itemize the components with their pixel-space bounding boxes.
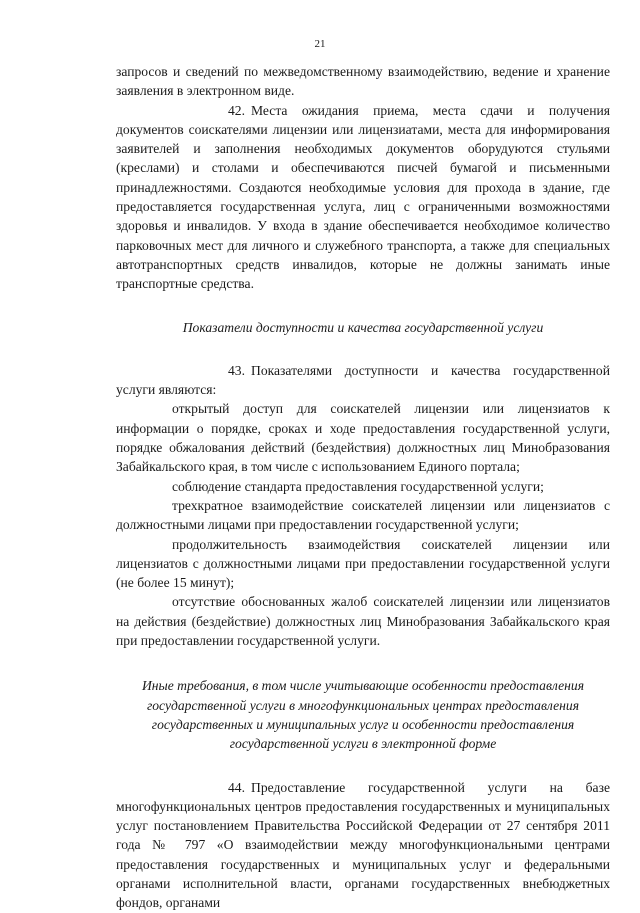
paragraph-text: Предоставление государственной услуги на базе многофункциональных центров предоставления государственных и муниципальных услуг постановлением Правительства Российской Федерации от 27 сентября 2011 года № 797 «О взаимодействии между многофункциональными центрами предоставления государственных и муниципальных услуг и федеральными органами исполнительной власти, органами государственных внебюджетных фондов, органами <box>116 779 610 911</box>
section-heading-other-requirements: Иные требования, в том числе учитывающие особенности предоставления государственной услуги в многофункциональных центрах предоставления государственных и муниципальных услуг и особенности предоставления государственной услуги в электронной форме <box>141 678 585 752</box>
paragraph-text: Показателями доступности и качества государственной услуги являются: <box>116 362 610 398</box>
paragraph-43 <box>116 361 610 400</box>
list-item: соблюдение стандарта предоставления государственной услуги; <box>172 478 544 494</box>
page-number: 21 <box>314 38 326 50</box>
paragraph-number: 44. <box>228 779 245 795</box>
document-body <box>116 62 610 913</box>
list-item: отсутствие обоснованных жалоб соискателей лицензии или лицензиатов на действия (бездействие) должностных лиц Минобразования Забайкальского края при предоставлении государственной услуги. <box>116 594 610 649</box>
paragraph-42 <box>116 101 610 294</box>
list-item: продолжительность взаимодействия соискателей лицензии или лицензиатов с должностными лицами при предоставлении государственной услуги (не более 15 минут); <box>116 536 610 591</box>
paragraph-continuation: запросов и сведений по межведомственному взаимодействию, ведение и хранение заявления в электронном виде. <box>116 64 610 99</box>
list-item: открытый доступ для соискателей лицензии или лицензиатов к информации о порядке, сроках и ходе предоставления государственной услуги, порядке обжалования действий (бездействия) должностных лиц Минобразования Забайкальского края, в том числе с использованием Единого портала; <box>116 401 610 475</box>
paragraph-44 <box>116 778 610 913</box>
paragraph-number: 42. <box>228 102 245 118</box>
list-item: трехкратное взаимодействие соискателей лицензии или лицензиатов с должностными лицами при предоставлении государственной услуги; <box>116 497 610 533</box>
paragraph-number: 43. <box>228 362 245 378</box>
section-heading-accessibility: Показатели доступности и качества государственной услуги <box>182 319 544 335</box>
paragraph-text: Места ожидания приема, места сдачи и получения документов соискателями лицензии или лицензиатами, места для информирования заявителей и заполнения необходимых документов оборудуются стульями (креслами) и столами и обеспечиваются писчей бумагой и письменными принадлежностями. Создаются необходимые условия для прохода в здание, где предоставляется государственная услуга, лиц с ограниченными возможностями здоровья и инвалидов. У входа в здание обеспечивается необходимое количество парковочных мест для личного и служебного транспорта, а также для специальных автотранспортных средств инвалидов, которые не должны занимать иные транспортные средства. <box>116 102 610 292</box>
